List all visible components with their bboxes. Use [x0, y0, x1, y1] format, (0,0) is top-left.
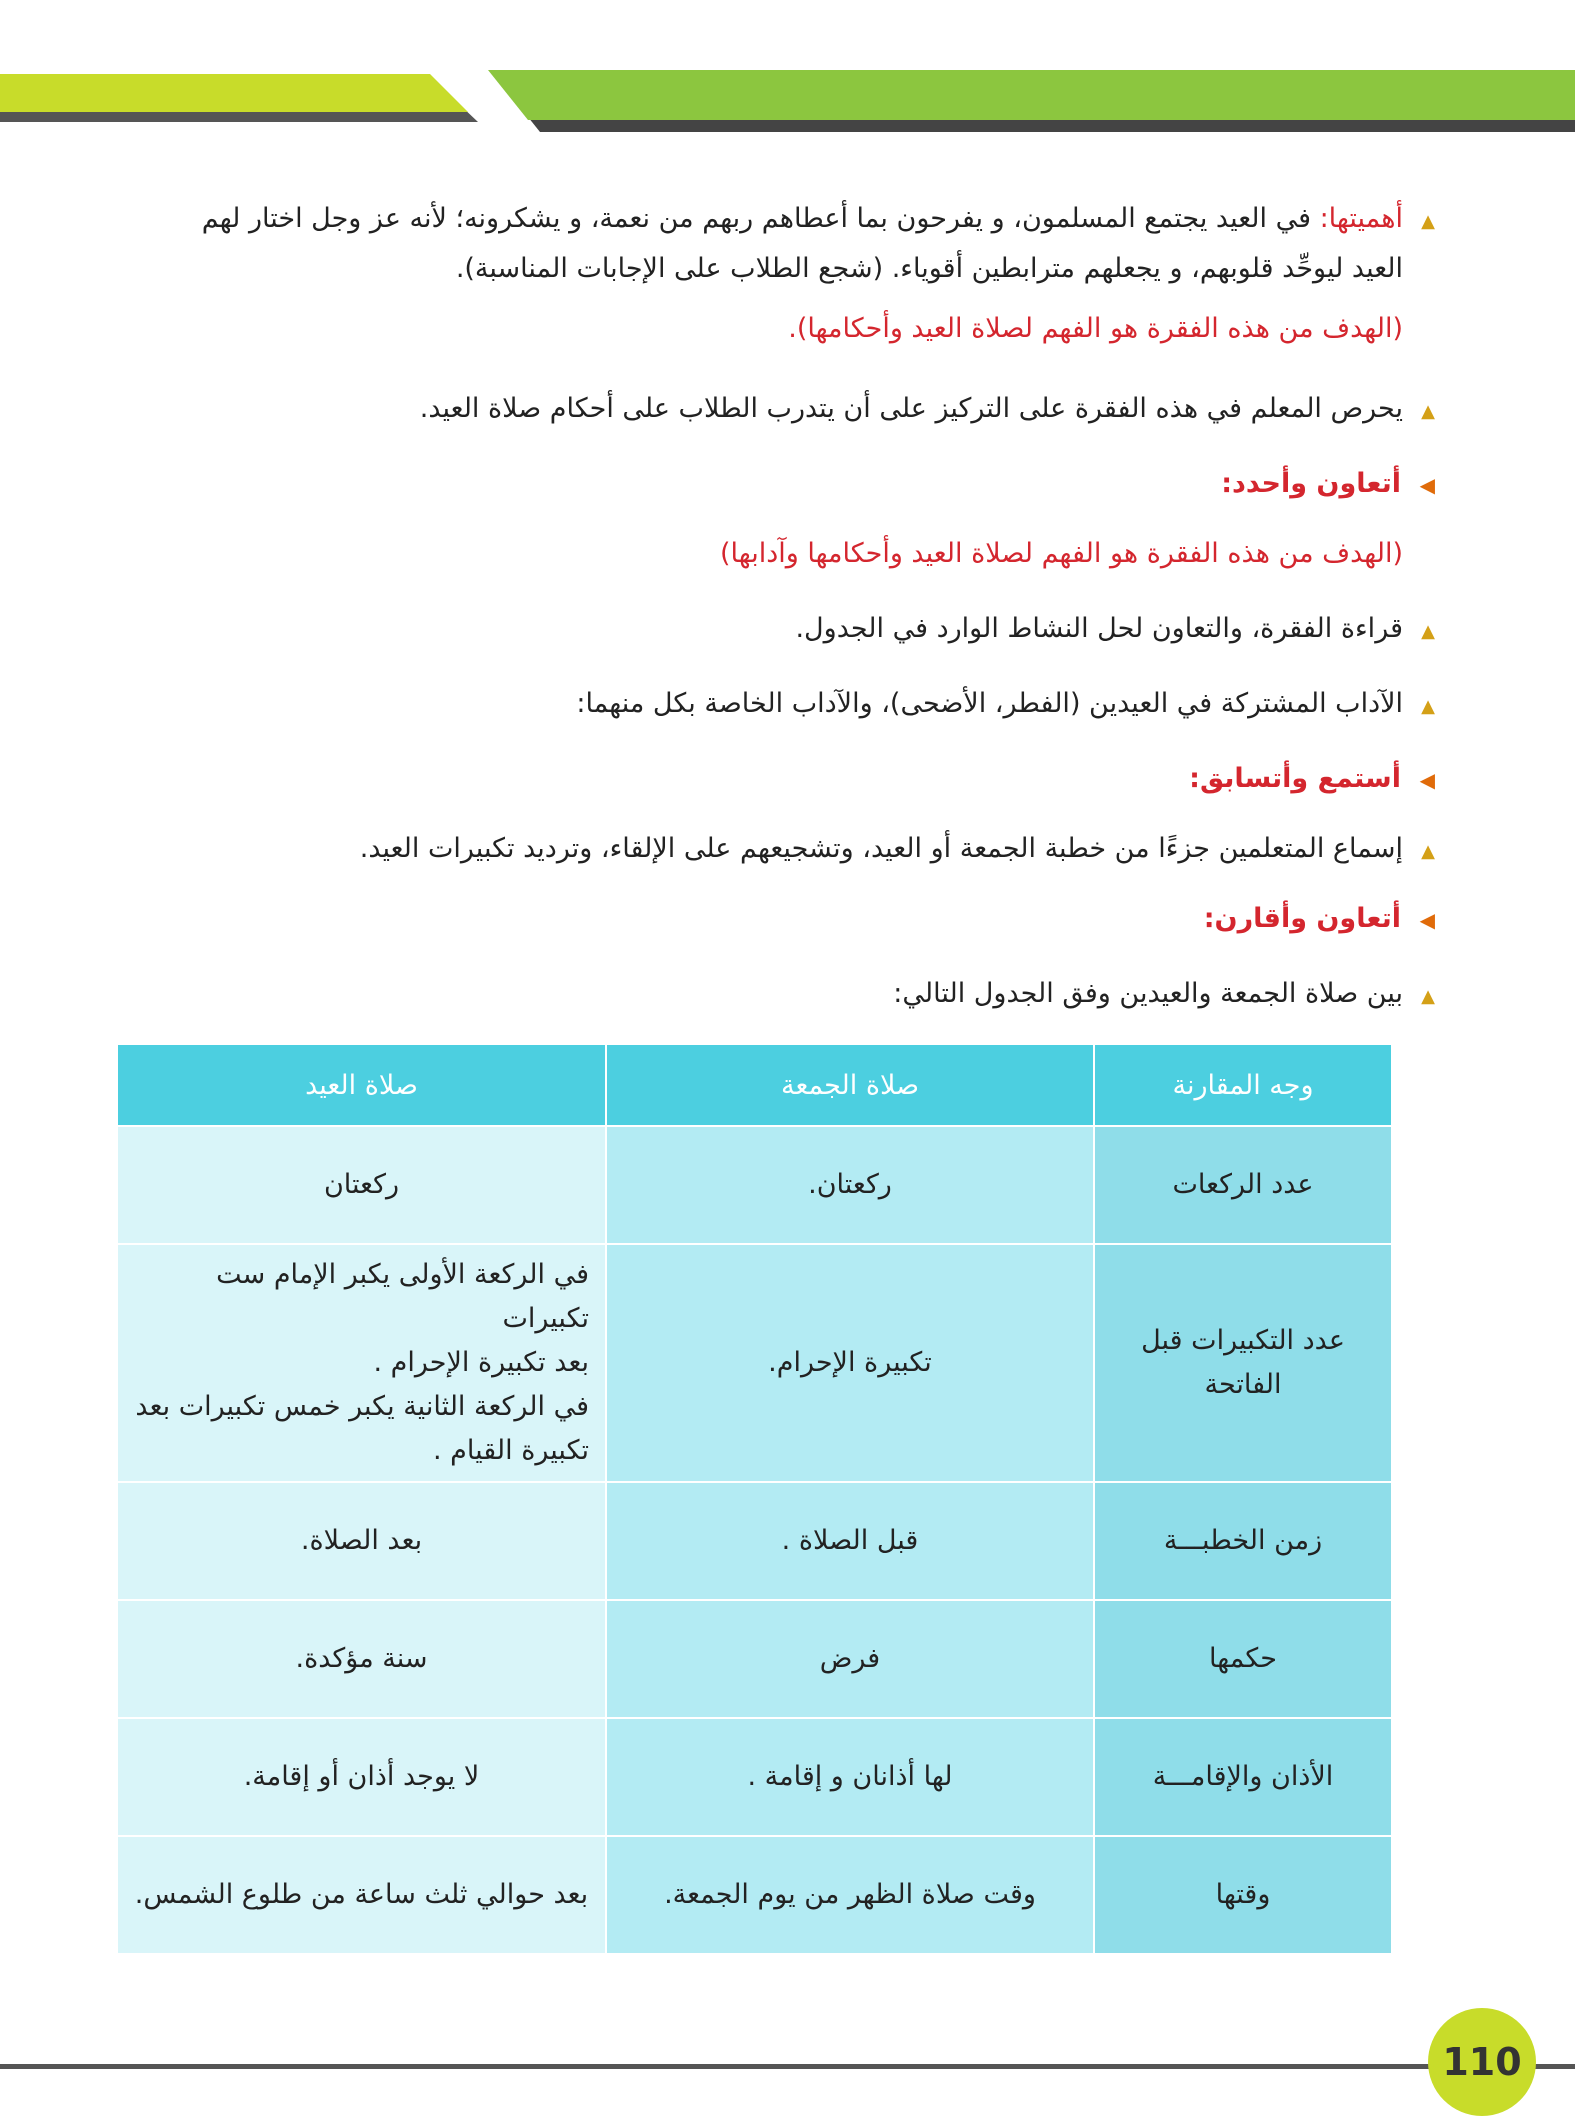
cell-line: تكبيرة القيام .	[433, 1435, 589, 1466]
table-row	[117, 1836, 1392, 1954]
table-cell: لها أذانان و إقامة .	[606, 1718, 1094, 1836]
bullet-icon: ▲	[1421, 986, 1435, 1007]
banner-graphic	[0, 0, 1575, 140]
compare-intro-text: بين صلاة الجمعة والعيدين وفق الجدول التالي:	[893, 978, 1403, 1009]
triangle-marker-icon: ◀	[1419, 473, 1435, 497]
table-cell: بعد حوالي ثلث ساعة من طلوع الشمس.	[117, 1836, 606, 1954]
heading-text: أتعاون وأحدد:	[1221, 468, 1401, 499]
bullet-icon: ▲	[1421, 211, 1435, 232]
triangle-marker-icon: ◀	[1419, 908, 1435, 932]
table-cell: حكمها	[1094, 1600, 1392, 1718]
paragraph-read-section	[795, 605, 1435, 656]
paragraph-sermon	[360, 825, 1435, 876]
importance-text: في العيد يجتمع المسلمون، و يفرحون بما أعطاهم ربهم من نعمة، و يشكرونه؛ لأنه عز وجل اختار لهم	[201, 203, 1320, 234]
table-cell: فرض	[606, 1600, 1094, 1718]
table-row	[117, 1244, 1392, 1482]
table-cell: تكبيرة الإحرام.	[606, 1244, 1094, 1482]
table-row	[117, 1718, 1392, 1836]
paragraph-manners	[576, 680, 1435, 731]
goal-statement-2: (الهدف من هذه الفقرة هو الفهم لصلاة العيد وأحكامها وآدابها)	[719, 538, 1403, 569]
table-cell: عدد الركعات	[1094, 1126, 1392, 1244]
table-cell: لا يوجد أذان أو إقامة.	[117, 1718, 606, 1836]
table-cell: ركعتان	[117, 1126, 606, 1244]
footer-divider	[0, 2064, 1575, 2069]
importance-label: أهميتها:	[1319, 203, 1403, 234]
comparison-table	[116, 1045, 1393, 1955]
triangle-marker-icon: ◀	[1419, 768, 1435, 792]
bullet-icon: ▲	[1421, 401, 1435, 422]
table-cell	[1094, 1244, 1392, 1482]
heading-cooperate-identify	[1221, 460, 1435, 509]
table-row	[117, 1482, 1392, 1600]
header-eid-prayer: صلاة العيد	[117, 1045, 606, 1126]
table-cell: وقت صلاة الظهر من يوم الجمعة.	[606, 1836, 1094, 1954]
read-section-text: قراءة الفقرة، والتعاون لحل النشاط الوارد في الجدول.	[795, 613, 1403, 644]
table-header-row	[117, 1045, 1392, 1126]
header-comparison-aspect: وجه المقارنة	[1094, 1045, 1392, 1126]
comparison-table-wrapper	[118, 1045, 1393, 1955]
table-row	[117, 1600, 1392, 1718]
bullet-icon: ▲	[1421, 841, 1435, 862]
table-cell: قبل الصلاة .	[606, 1482, 1094, 1600]
heading-text: أتعاون وأقارن:	[1203, 903, 1401, 934]
manners-text: الآداب المشتركة في العيدين (الفطر، الأضحى)، والآداب الخاصة بكل منهما:	[576, 688, 1403, 719]
table-cell: وقتها	[1094, 1836, 1392, 1954]
table-cell: بعد الصلاة.	[117, 1482, 606, 1600]
paragraph-importance	[202, 195, 1435, 246]
top-banner	[0, 0, 1575, 140]
paragraph-teacher-focus	[420, 385, 1435, 436]
goal-statement-1: (الهدف من هذه الفقرة هو الفهم لصلاة العيد وأحكامها).	[788, 313, 1403, 344]
bullet-icon: ▲	[1421, 621, 1435, 642]
table-cell: الأذان والإقامـــة	[1094, 1718, 1392, 1836]
teacher-focus-text: يحرص المعلم في هذه الفقرة على التركيز على أن يتدرب الطلاب على أحكام صلاة العيد.	[419, 393, 1403, 424]
table-row	[117, 1126, 1392, 1244]
cell-line: الفاتحة	[1204, 1369, 1282, 1400]
cell-line: في الركعة الثانية يكبر خمس تكبيرات بعد	[135, 1391, 589, 1422]
paragraph-compare-intro	[893, 970, 1435, 1021]
sermon-text: إسماع المتعلمين جزءًا من خطبة الجمعة أو العيد، وتشجيعهم على الإلقاء، وترديد تكبيرات العيد.	[359, 833, 1403, 864]
heading-listen-compete	[1189, 755, 1435, 804]
banner-green-bar	[488, 70, 1575, 120]
cell-line: عدد التكبيرات قبل	[1141, 1325, 1345, 1356]
table-cell: سنة مؤكدة.	[117, 1600, 606, 1718]
page-number-badge: 110	[1428, 2008, 1536, 2116]
table-cell	[117, 1244, 606, 1482]
bullet-icon: ▲	[1421, 696, 1435, 717]
paragraph-importance-line2: العيد ليوحِّد قلوبهم، و يجعلهم مترابطين أقوياء. (شجع الطلاب على الإجابات المناسبة).	[455, 253, 1403, 284]
heading-text: أستمع وأتسابق:	[1189, 763, 1401, 794]
heading-cooperate-compare	[1204, 895, 1435, 944]
cell-line: بعد تكبيرة الإحرام .	[373, 1347, 589, 1378]
banner-yellow-bar	[0, 74, 468, 112]
header-friday-prayer: صلاة الجمعة	[606, 1045, 1094, 1126]
cell-line: في الركعة الأولى يكبر الإمام ست تكبيرات	[216, 1259, 589, 1334]
table-cell: زمن الخطبـــة	[1094, 1482, 1392, 1600]
table-cell: ركعتان.	[606, 1126, 1094, 1244]
